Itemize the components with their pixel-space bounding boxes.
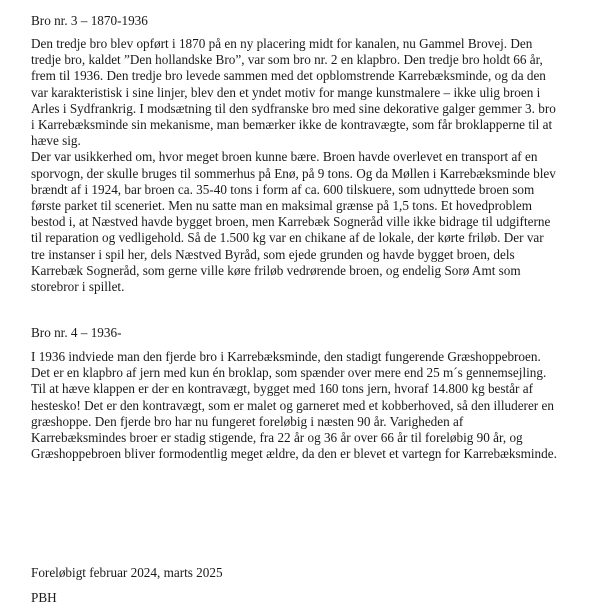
- section-heading-bro-4: Bro nr. 4 – 1936-: [31, 325, 122, 340]
- text-line: tredje bro, kaldet ”Den hollandske Bro”, var som bro nr. 2 en klapbro. Den tredje bro holdt 66 år,: [31, 52, 543, 68]
- text-line: i Karrebæksminde sin mekanisme, man bemærker ikke de kontravægte, som får broklapperne til at: [31, 117, 553, 133]
- text-line: Arles i Sydfrankrig. I modsætning til den sydfranske bro med sine dekorative galger gemmer 3. bro: [31, 100, 556, 116]
- text-line: Den tredje bro blev opført i 1870 på en ny placering midt for kanalen, nu Gammel Brovej. Den: [31, 36, 533, 51]
- text-line: Det er en klapbro af jern med kun én broklap, som spænder over mere end 25 m´s gennemsejling.: [31, 365, 547, 381]
- text-line: græshoppe. Den fjerde bro har nu fungeret foreløbig i næsten 90 år. Varigheden af: [31, 413, 464, 429]
- text-line: Græshoppebroen bliver formodentlig meget ældre, da den er blevet et vartegn for Karrebæksminde.: [31, 446, 557, 462]
- text-line: Karrebæk Sogneråd, som gerne ville køre friløb vedrørende broen, og endelig Sorø Amt som: [31, 262, 521, 278]
- text-line: frem til 1936. Den tredje bro levede sammen med det opblomstrende Karrebæksminde, og da den: [31, 68, 546, 84]
- revision-note: Foreløbigt februar 2024, marts 2025: [31, 565, 223, 580]
- text-line: Der var usikkerhed om, hvor meget broen kunne bære. Broen havde overlevet en transport af en: [31, 149, 538, 165]
- text-line: storebror i spillet.: [31, 279, 125, 295]
- section-heading-bro-3: Bro nr. 3 – 1870-1936: [31, 13, 148, 28]
- section-body-bro-3: [31, 36, 571, 295]
- text-line: Karrebæksmindes broer er stadig stigende, fra 22 år og 36 år over 66 år til foreløbig 90 år, og: [31, 430, 523, 446]
- text-line: brændt af i 1924, bar broen ca. 35-40 tons i form af ca. 600 tilskuere, som udnyttede broen som: [31, 181, 535, 197]
- section-body-bro-4: [31, 349, 571, 462]
- text-line: første parket til sceneriet. Men nu satte man en maksimal grænse på 1,5 tons. Et hovedproblem: [31, 198, 532, 214]
- text-line: tre instanser i spil her, dels Næstved Byråd, som ejede grunden og havde bygget broen, dels: [31, 246, 515, 262]
- author-initials: PBH: [31, 590, 57, 605]
- text-line: hestesko! Det er den kontravægt, som er malet og garneret med et kobberhoved, så den illuderer en: [31, 397, 554, 413]
- text-line: bestod i, at Næstved havde bygget broen, men Karrebæk Sogneråd ville ikke bidrage til udgifterne: [31, 214, 551, 230]
- text-line: hæve sig.: [31, 133, 81, 149]
- text-line: I 1936 indviede man den fjerde bro i Karrebæksminde, den stadigt fungerende Græshoppebroen.: [31, 349, 541, 364]
- text-line: Til at hæve klappen er der en kontravægt, bygget med 160 tons jern, hvoraf 14.800 kg består af: [31, 381, 533, 397]
- text-line: til reparation og vedligehold. Så de 1.500 kg var en chikane af de lokale, der kørte friløb. Der var: [31, 230, 544, 246]
- text-line: sporvogn, der skulle bruges til sommerhus på Enø, på 9 tons. Og da Møllen i Karrebæksminde blev: [31, 165, 556, 181]
- text-line: var karakteristisk i sine linjer, blev den et yndet motiv for mange kunstmalere – ikke ulig broen i: [31, 84, 541, 100]
